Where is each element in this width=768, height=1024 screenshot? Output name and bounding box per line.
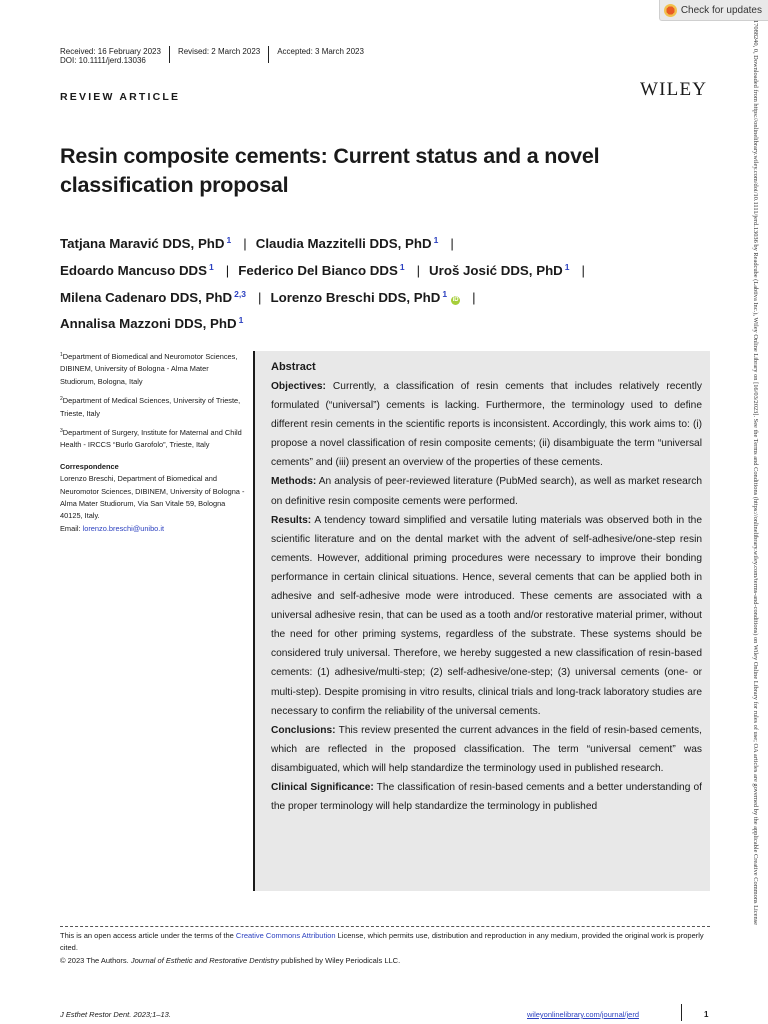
author-name[interactable]: Annalisa Mazzoni DDS, PhD: [60, 316, 237, 332]
abstract-box: [253, 351, 710, 891]
methods-label: Methods:: [271, 476, 317, 488]
revised-date: Revised: 2 March 2023: [177, 47, 261, 56]
results-label: Results:: [271, 514, 312, 526]
conclusions-label: Conclusions:: [271, 724, 336, 736]
footer-divider: [60, 926, 710, 927]
affiliation-ref[interactable]: 1: [442, 288, 448, 299]
affiliation-number: 3: [60, 428, 63, 435]
journal-website-link[interactable]: wileyonlinelibrary.com/journal/jerd: [527, 1010, 639, 1019]
author-name[interactable]: Tatjana Maravić DDS, PhD: [60, 236, 225, 251]
divider: [681, 1004, 682, 1021]
conclusions-text: This review presented the current advances in the field of resin-based cements, which are reflected in the proposed classification. The term “universal cement” was disambiguated, which will help standardize the terminology used in published research.: [271, 724, 702, 774]
author-name[interactable]: Lorenzo Breschi DDS, PhD: [270, 289, 441, 305]
affiliation: [60, 425, 245, 452]
author-separator: |: [225, 262, 230, 278]
journal-citation: J Esthet Restor Dent. 2023;1–13.: [60, 1010, 171, 1019]
affiliation: [60, 349, 245, 388]
check-for-updates-button[interactable]: [659, 0, 768, 21]
author-separator: |: [450, 236, 454, 251]
doi: DOI: 10.1111/jerd.13036: [60, 56, 146, 65]
orcid-icon[interactable]: iD: [452, 296, 459, 303]
license-post: License, which permits use, distribution and reproduction in any medium, provided the original work is properly cited.: [60, 931, 704, 953]
author-name[interactable]: Edoardo Mancuso DDS: [60, 262, 208, 278]
affiliation-number: 1: [60, 352, 63, 358]
author-name[interactable]: Milena Cadenaro DDS, PhD: [60, 289, 233, 305]
correspondence-address: Lorenzo Breschi, Department of Biomedical and Neuromotor Sciences, DIBINEM, University of Bologna - Alma Mater Studiorum, Via San Vitale 59, Bologna 40125, Italy.: [60, 474, 245, 521]
author-separator: |: [472, 289, 476, 305]
results-text: A tendency toward simplified and versatile luting materials was observed both in the scientific literature and on the dental market with the advent of self-adhesive/one-step resin cements. However, additional priming procedures were necessary to improve their bonding performance in certain clinical situations. Hence, several cements that can be applied both in adhesive and self-adhesive mode were introduced. These cements are associated with a universal adhesive resin, that can be used as a tooth and/or restorative material primer, without the need for other priming systems, regardless of the substrate. These systems should be considered truly universal. Therefore, we hereby suggested a new classification of resin-based cements: (1) adhesive/multi-step; (2) self-adhesive/one-step; (3) universal cements (one- or multi-step). Despite promising in vitro results, clinical trials and long-track laboratory studies are necessary to confirm the reliability of the universal cements.: [271, 514, 702, 717]
publisher-logo: WILEY: [640, 79, 708, 100]
affiliation-ref[interactable]: 2,3: [234, 288, 246, 299]
affiliation-ref[interactable]: 1: [399, 261, 405, 272]
affiliation-text: Department of Surgery, Institute for Maternal and Child Health - IRCCS “Burlo Garofolo”, Trieste, Italy: [60, 428, 242, 450]
affiliation-ref[interactable]: 1: [226, 235, 232, 245]
abstract-conclusions: [271, 721, 702, 778]
methods-text: An analysis of peer-reviewed literature (PubMed search), as well as market research on definitive resin composite cements were performed.: [271, 476, 702, 507]
article-title: Resin composite cements: Current status and a novel classification proposal: [60, 144, 600, 197]
author-separator: |: [581, 262, 585, 278]
objectives-text: Currently, a classification of resin cements that includes relatively recently formulated (“universal”) cements is lacking. Furthermore, the terminology used to define different resin cements in the scientific reports is inconsistent. Accordingly, this work aims to: (i) propose a novel classification of resin composite cements; (ii) disambiguate the term “universal cements” and (iii) present an overview of the properties of these cements.: [271, 381, 702, 469]
author-name[interactable]: Claudia Mazzitelli DDS, PhD: [255, 236, 432, 251]
significance-label: Clinical Significance:: [271, 781, 374, 793]
correspondence-heading: Correspondence: [60, 461, 119, 471]
article-type: REVIEW ARTICLE: [60, 91, 181, 103]
affiliation-text: Department of Biomedical and Neuromotor Sciences, DIBINEM, University of Bologna - Alma Mater Studiorum, Bologna, Italy: [60, 352, 238, 386]
objectives-label: Objectives:: [271, 381, 326, 392]
license-link[interactable]: Creative Commons Attribution: [235, 931, 336, 940]
abstract-objectives: [271, 377, 702, 472]
abstract-clinical-significance: [271, 778, 702, 816]
affiliation-ref[interactable]: 1: [433, 235, 439, 245]
license-notice: [60, 930, 710, 967]
correspondence-text: [60, 473, 245, 535]
abstract-heading: Abstract: [271, 361, 316, 373]
author-name[interactable]: Uroš Josić DDS, PhD: [429, 262, 563, 278]
affiliations-column: [60, 349, 245, 535]
significance-text: The classification of resin-based cements and a better understanding of the proper terminology will help standardize the terminology in published: [271, 781, 702, 813]
license-text: [60, 930, 710, 955]
journal-name: Journal of Esthetic and Restorative Dentistry: [130, 955, 279, 965]
license-pre: This is an open access article under the terms of the: [60, 931, 236, 940]
affiliation-ref[interactable]: 1: [238, 315, 244, 326]
email-label: Email:: [60, 523, 83, 533]
author-separator: |: [257, 289, 262, 305]
copyright-pre: © 2023 The Authors.: [60, 955, 131, 965]
copyright-post: published by Wiley Periodicals LLC.: [278, 955, 401, 965]
received-date: Received: 16 February 2023: [60, 47, 161, 56]
author-separator: |: [243, 236, 247, 251]
check-for-updates-label: Check for updates: [680, 4, 762, 16]
download-notice-sidebar: 17088240, 0, Downloaded from https://onlinelibrary.wiley.com/doi/10.1111/jerd.13036 by Readcube (Labtiva Inc.), Wiley Online Library on [16/03/2023]. See the Terms and Conditions (https://onlinelibrary.wiley.com/terms-and-conditions) on Wiley Online Library for rules of use; OA articles are governed by the applicable Creative Commons License: [752, 20, 759, 925]
affiliation-ref[interactable]: 1: [564, 261, 570, 272]
author-name[interactable]: Federico Del Bianco DDS: [238, 262, 398, 278]
email-link[interactable]: lorenzo.breschi@unibo.it: [82, 523, 165, 533]
copyright-text: [60, 955, 710, 967]
abstract-methods: [271, 472, 702, 510]
page-number: 1: [704, 1010, 709, 1019]
accepted-date: Accepted: 3 March 2023: [277, 47, 364, 56]
author-separator: |: [416, 262, 421, 278]
affiliation-ref[interactable]: 1: [209, 261, 214, 272]
author-list: [60, 229, 680, 336]
abstract-results: [271, 511, 702, 721]
crossmark-icon: [664, 4, 677, 17]
affiliation: [60, 393, 245, 420]
affiliation-text: Department of Medical Sciences, University of Trieste, Trieste, Italy: [60, 396, 241, 418]
affiliation-number: 2: [60, 396, 63, 403]
